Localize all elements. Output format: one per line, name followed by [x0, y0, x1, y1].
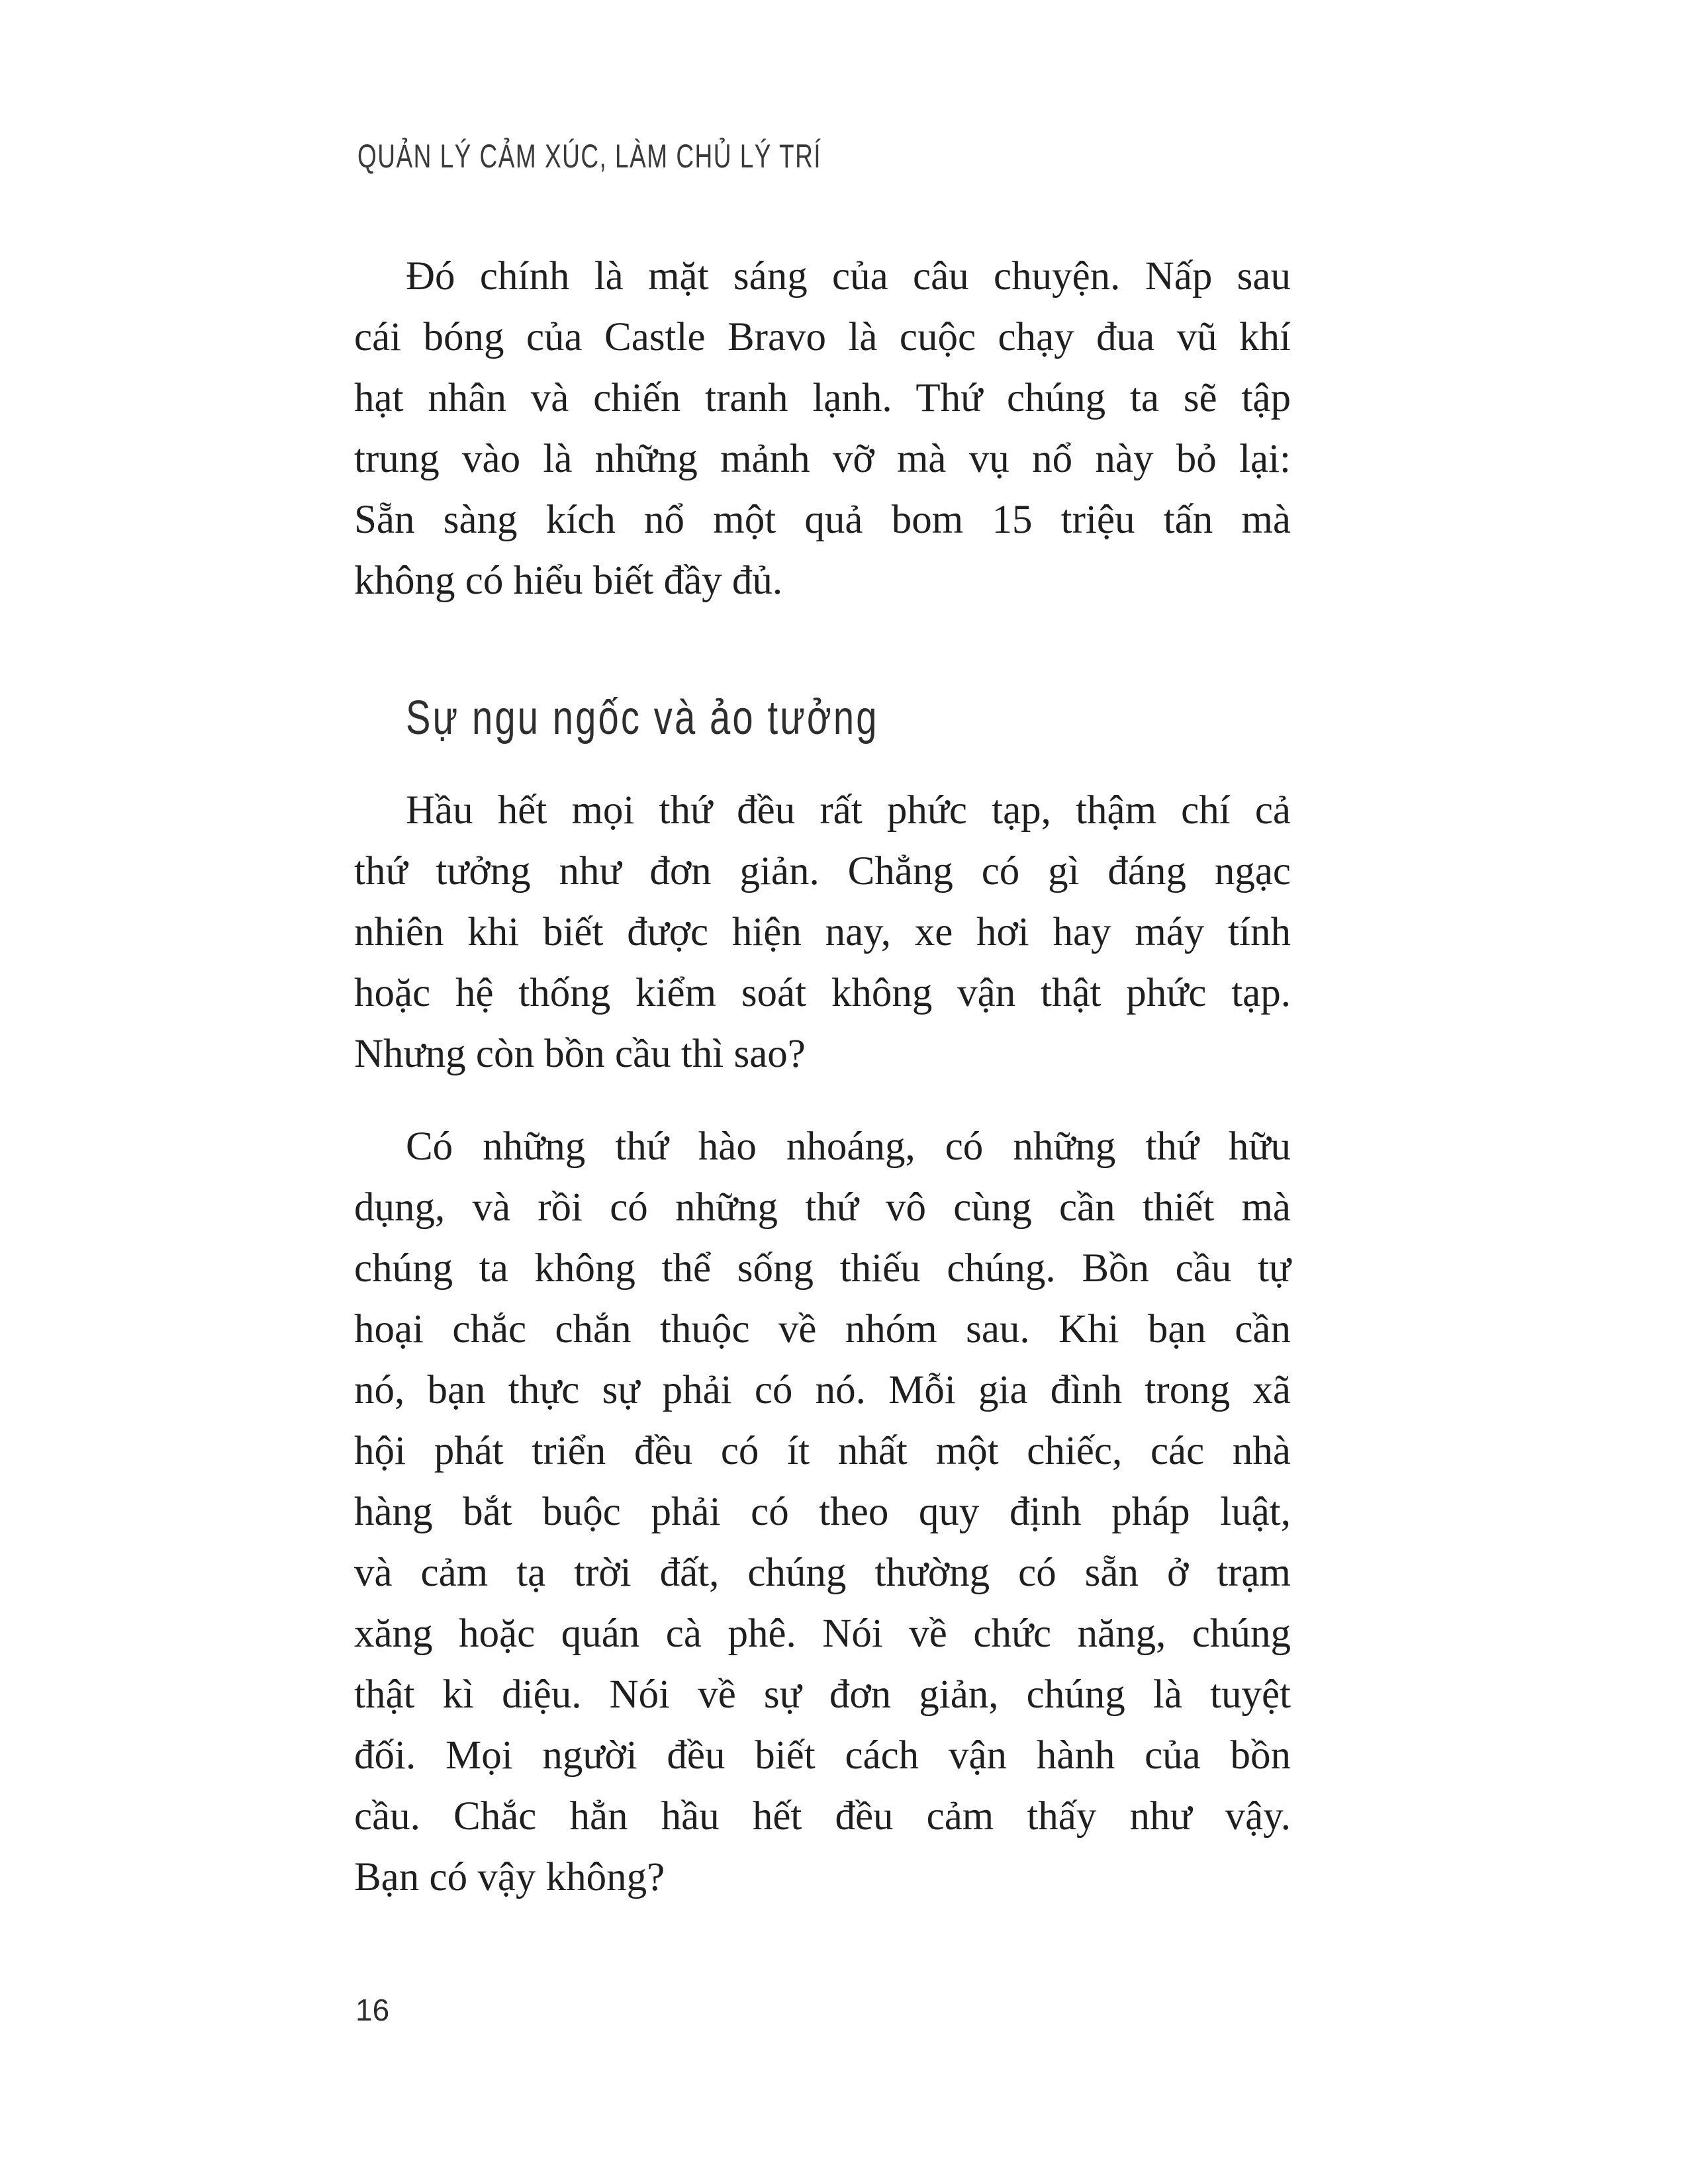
- text-line: Có những thứ hào nhoáng, có những thứ hữu: [406, 1124, 1291, 1169]
- text-line: cầu. Chắc hẳn hầu hết đều cảm thấy như vậy.: [354, 1794, 1291, 1839]
- text-line: cái bóng của Castle Bravo là cuộc chạy đua vũ khí: [354, 315, 1291, 359]
- text-line: hoặc hệ thống kiểm soát không vận thật phức tạp.: [354, 971, 1291, 1015]
- paragraph: [354, 780, 1291, 1085]
- paragraph: [354, 1116, 1291, 1908]
- text-line: hàng bắt buộc phải có theo quy định pháp luật,: [354, 1490, 1291, 1534]
- text-line: trung vào là những mảnh vỡ mà vụ nổ này bỏ lại:: [354, 437, 1291, 481]
- text-block: [354, 246, 1291, 1908]
- paragraph: [354, 246, 1291, 612]
- text-line: hạt nhân và chiến tranh lạnh. Thứ chúng ta sẽ tập: [354, 376, 1291, 420]
- text-line: Đó chính là mặt sáng của câu chuyện. Nấp sau: [406, 254, 1291, 298]
- text-line: nó, bạn thực sự phải có nó. Mỗi gia đình trong xã: [354, 1368, 1291, 1412]
- text-line: Sẵn sàng kích nổ một quả bom 15 triệu tấn mà: [354, 498, 1291, 542]
- text-line: và cảm tạ trời đất, chúng thường có sẵn ở trạm: [354, 1551, 1291, 1595]
- text-line: dụng, và rồi có những thứ vô cùng cần thiết mà: [354, 1185, 1291, 1230]
- text-line: xăng hoặc quán cà phê. Nói về chức năng, chúng: [354, 1612, 1291, 1656]
- text-line: đối. Mọi người đều biết cách vận hành của bồn: [354, 1733, 1291, 1778]
- text-line: chúng ta không thể sống thiếu chúng. Bồn cầu tự: [354, 1246, 1291, 1291]
- text-line: thứ tưởng như đơn giản. Chẳng có gì đáng ngạc: [354, 849, 1291, 893]
- running-header: QUẢN LÝ CẢM XÚC, LÀM CHỦ LÝ TRÍ: [357, 138, 822, 175]
- text-line: không có hiểu biết đầy đủ.: [354, 559, 783, 603]
- section-heading: Sự ngu ngốc và ảo tưởng: [406, 692, 879, 745]
- text-line: hoại chắc chắn thuộc về nhóm sau. Khi bạn cần: [354, 1307, 1291, 1351]
- text-line: Nhưng còn bồn cầu thì sao?: [354, 1032, 806, 1076]
- page-number: 16: [355, 1993, 390, 2027]
- text-line: thật kì diệu. Nói về sự đơn giản, chúng là tuyệt: [354, 1672, 1291, 1717]
- text-line: Bạn có vậy không?: [354, 1855, 665, 1899]
- text-line: hội phát triển đều có ít nhất một chiếc, các nhà: [354, 1429, 1291, 1473]
- text-line: Hầu hết mọi thứ đều rất phức tạp, thậm chí cả: [406, 788, 1291, 833]
- text-line: nhiên khi biết được hiện nay, xe hơi hay máy tính: [354, 910, 1291, 954]
